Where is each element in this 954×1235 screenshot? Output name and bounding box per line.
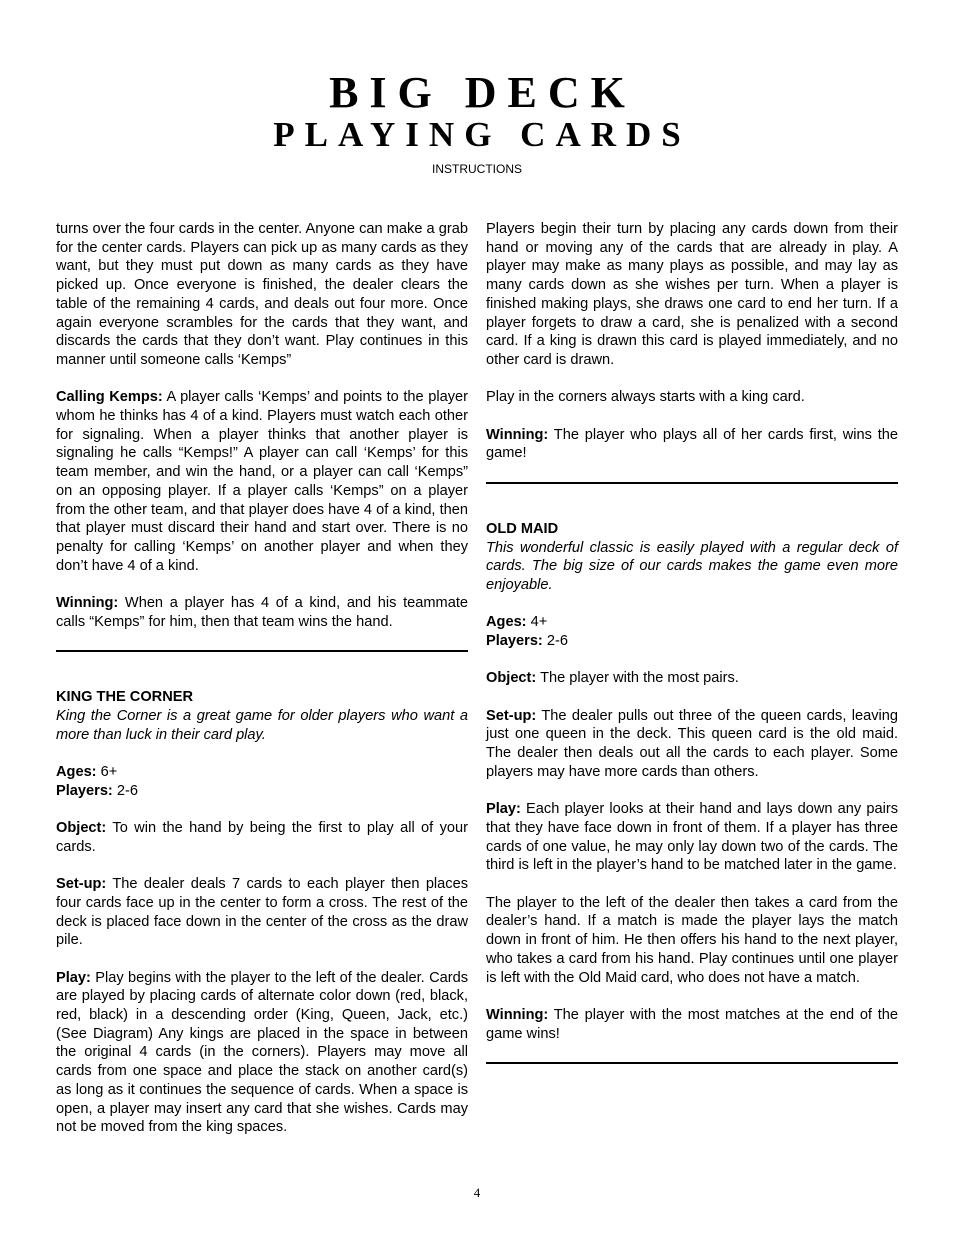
old-maid-winning-label: Winning:	[486, 1006, 549, 1023]
old-maid-play	[486, 800, 898, 875]
king-winning-label: Winning:	[486, 426, 549, 443]
old-maid-setup-text: The dealer pulls out three of the queen cards, leaving just one queen in the deck. This queen card is the old maid. The dealer then deals out all the cards to each player. Some players may have more cards than others.	[486, 707, 898, 780]
king-play-label: Play:	[56, 969, 91, 986]
king-play-text: Play begins with the player to the left of the dealer. Cards are played by placing cards of alternate color down (red, black, red, black) in a descending order (King, Queen, Jack, etc.) (See Diagram) Any kings are placed in the space in between the original 4 cards (in the corners). Players may move all cards from one space and place the stack on another card(s) as long as it continues the sequence of cards. When a space is open, a player may insert any card that she wishes. Cards may not be moved from the king spaces.	[56, 969, 468, 1136]
king-setup	[56, 875, 468, 950]
kemps-winning-text: When a player has 4 of a kind, and his teammate calls “Kemps” for him, then that team wins the hand.	[56, 595, 468, 630]
old-maid-ages-label: Ages:	[486, 614, 527, 631]
left-column	[56, 220, 468, 1156]
king-the-corner-heading: KING THE CORNER	[56, 689, 194, 706]
king-object	[56, 819, 468, 856]
king-players-value: 2-6	[112, 782, 138, 799]
old-maid-setup-label: Set-up:	[486, 707, 537, 724]
old-maid-play-label: Play:	[486, 801, 521, 818]
calling-kemps-label: Calling Kemps:	[56, 389, 163, 406]
king-winning-paragraph	[486, 426, 898, 463]
king-ages	[56, 763, 468, 782]
right-column	[486, 220, 898, 1100]
king-corners-paragraph: Play in the corners always starts with a king card.	[486, 389, 805, 406]
old-maid-turn-paragraph: The player to the left of the dealer then takes a card from the dealer’s hand. If a match is made the player lays the match down in front of him. He then offers his hand to the next player, who takes a card from his hand. Play continues until one player is left with the Old Maid card, who does not have a match.	[486, 894, 898, 986]
old-maid-winning	[486, 1006, 898, 1043]
old-maid-players-label: Players:	[486, 633, 543, 649]
king-ages-value: 6+	[96, 763, 118, 780]
page-header	[0, 70, 954, 176]
kemps-winning-paragraph	[56, 594, 468, 631]
calling-kemps-paragraph	[56, 388, 468, 575]
old-maid-setup	[486, 707, 898, 782]
section-divider	[486, 1062, 898, 1064]
old-maid-play-text: Each player looks at their hand and lays down any pairs that they have face down in front of them. If a player has three cards of one value, he may only lay down two of the cards. The third is left in the player’s hand to be matched later in the game.	[486, 801, 898, 874]
old-maid-intro: This wonderful classic is easily played with a regular deck of cards. The big size of our cards makes the game even more enjoyable.	[486, 539, 898, 593]
old-maid-heading: OLD MAID	[486, 520, 559, 537]
calling-kemps-text: A player calls ‘Kemps’ and points to the player whom he thinks has 4 of a kind. Players must watch each other for signaling. When a player thinks that another player is signaling he calls “Kemps!” A player can call ‘Kemps’ for this team member, and win the hand, or a player can call ‘Kemps” on an opposing player. If a player calls ‘Kemps” on a player from the other team, and that player does have 4 of a kind, then that player must discard their hand and start over. There is no penalty for calling ‘Kemps’ on another player and when they don’t have 4 of a kind.	[56, 389, 468, 574]
old-maid-ages	[486, 613, 898, 632]
king-players-label: Players:	[56, 782, 113, 799]
section-divider	[486, 482, 898, 484]
king-play-continued-paragraph: Players begin their turn by placing any cards down from their hand or moving any of the cards that are already in play. A player may make as many plays as possible, and may lay as many cards down as she wishes per turn. When a player is finished making plays, she draws one card to end her turn. If a player forgets to draw a card, she is penalized with a second card. If a king is drawn this card is played immediately, and no other card is drawn.	[486, 221, 898, 368]
old-maid-players	[486, 632, 898, 651]
page-number: 4	[473, 1185, 481, 1200]
old-maid-players-value: 2-6	[542, 633, 568, 649]
king-setup-text: The dealer deals 7 cards to each player then places four cards face up in the center to form a cross. The rest of the deck is placed face down in the center of the cross as the draw pile.	[56, 876, 468, 949]
title-big-deck: BIG DECK	[329, 68, 636, 117]
king-play	[56, 969, 468, 1137]
king-winning-text: The player who plays all of her cards first, wins the game!	[486, 426, 898, 462]
old-maid-object	[486, 669, 898, 688]
kemps-continued-paragraph: turns over the four cards in the center. Anyone can make a grab for the center cards. Players can pick up as many cards as they want, but they must put down as many cards as they have picked up. Once everyone is finished, the dealer clears the table of the remaining 4 cards, and deals out four more. Once again everyone scrambles for the cards that they want, and discards the cards that they don’t want. Play continues in this manner until someone calls ‘Kemps”	[56, 221, 468, 368]
king-object-text: To win the hand by being the first to play all of your cards.	[56, 820, 468, 855]
old-maid-object-label: Object:	[486, 670, 537, 687]
subtitle-instructions: INSTRUCTIONS	[432, 162, 522, 176]
king-setup-label: Set-up:	[56, 876, 107, 893]
king-ages-label: Ages:	[56, 763, 97, 780]
old-maid-object-text: The player with the most pairs.	[536, 670, 739, 687]
king-the-corner-intro: King the Corner is a great game for older players who want a more than luck in their card play.	[56, 707, 468, 743]
old-maid-ages-value: 4+	[526, 614, 548, 631]
old-maid-winning-text: The player with the most matches at the end of the game wins!	[486, 1006, 898, 1042]
king-object-label: Object:	[56, 820, 107, 837]
section-divider	[56, 650, 468, 652]
king-players	[56, 782, 468, 801]
title-playing-cards: PLAYING CARDS	[273, 115, 691, 154]
kemps-winning-label: Winning:	[56, 595, 119, 612]
